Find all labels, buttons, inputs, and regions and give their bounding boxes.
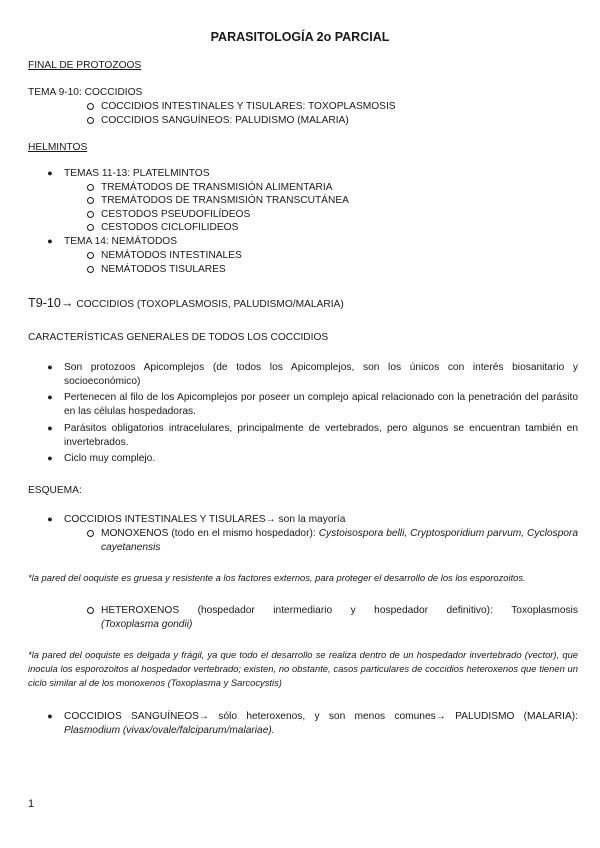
list-item: Ciclo muy complejo. (64, 453, 156, 464)
list-item: Son protozoos Apicomplejos (de todos los Apicomplejos, son los únicos con interés biosanitario y socioeconómico) (64, 362, 578, 387)
t9-10-subtitle: COCCIDIOS (TOXOPLASMOSIS, PALUDISMO/MALARIA) (73, 299, 344, 310)
hollow-bullet-icon (87, 252, 94, 259)
bullet-icon: ● (47, 236, 53, 246)
tema-9-10-heading: TEMA 9-10: COCCIDIOS (28, 87, 143, 98)
list-item: TEMA 14: NEMÁTODOS (64, 236, 178, 247)
bullet-icon: ● (47, 423, 53, 433)
arrow-icon: → (60, 296, 74, 310)
list-item: COCCIDIOS INTESTINALES Y TISULARES→ son la mayoría (64, 514, 346, 525)
t9-10-heading (28, 297, 344, 312)
t9-10-label: T9-10 (28, 296, 61, 310)
section-heading-final-protozoos: FINAL DE PROTOZOOS (28, 60, 142, 71)
hollow-bullet-icon (87, 607, 94, 614)
hollow-bullet-icon (87, 266, 94, 273)
sanguineos-species: Plasmodium (vivax/ovale/falciparum/malariae). (64, 724, 275, 736)
list-item: Pertenecen al filo de los Apicomplejos por poseer un complejo apical relacionado con la penetración del parásito en las células hospedadoras. (64, 392, 578, 417)
hollow-bullet-icon (87, 103, 94, 110)
sanguineos-label: COCCIDIOS SANGUÍNEOS→ sólo heteroxenos, y son menos comunes→ PALUDISMO (MALARIA): (64, 711, 578, 722)
bullet-icon: ● (47, 362, 53, 372)
section-heading-helmintos: HELMINTOS (28, 142, 88, 153)
sanguineos-item (64, 710, 578, 737)
bullet-icon: ● (47, 168, 53, 178)
list-item: COCCIDIOS INTESTINALES Y TISULARES: TOXOPLASMOSIS (101, 101, 396, 112)
hollow-bullet-icon (87, 184, 94, 191)
hollow-bullet-icon (87, 211, 94, 218)
list-item: CESTODOS PSEUDOFILÍDEOS (101, 209, 251, 220)
bullet-icon: ● (47, 514, 53, 524)
footnote-monoxenos: *la pared del ooquiste es gruesa y resistente a los factores externos, para proteger el desarrollo de los los esporozoitos. (28, 572, 526, 583)
list-item: TREMÁTODOS DE TRANSMISIÓN ALIMENTARIA (101, 182, 333, 193)
hollow-bullet-icon (87, 530, 94, 537)
page-number: 1 (28, 798, 35, 810)
footnote-heteroxenos: *la pared del ooquiste es delgada y frágil, ya que todo el desarrollo se realiza dentro de un hospedador invertebrado (vector), que inocula los esporozoitos al hospedador vertebrado; existen, no obstante, casos particulares de coccidios heteroxenos que tienen un ciclo similar al de los monoxenos (Toxoplasma y Sarcocystis) (28, 649, 578, 688)
page-title: PARASITOLOGÍA 2o PARCIAL (210, 30, 390, 44)
monoxenos-item (101, 527, 578, 554)
bullet-icon: ● (47, 711, 53, 721)
list-item: Parásitos obligatorios intracelulares, principalmente de vertebrados, pero algunos se encuentran también en invertebrados. (64, 423, 578, 448)
bullet-icon: ● (47, 392, 53, 402)
monoxenos-species: Cystoisospora belli, Cryptosporidium parvum, Cyclospora cayetanensis (101, 528, 578, 553)
hollow-bullet-icon (87, 197, 94, 204)
list-item: TEMAS 11-13: PLATELMINTOS (64, 168, 210, 179)
list-item: TREMÁTODOS DE TRANSMISIÓN TRANSCUTÁNEA (101, 195, 349, 206)
bullet-icon: ● (47, 453, 53, 463)
heteroxenos-item: HETEROXENOS (hospedador intermediario y hospedador definitivo): Toxoplasmosis (101, 605, 578, 616)
list-item: COCCIDIOS SANGUÍNEOS: PALUDISMO (MALARIA) (101, 115, 349, 126)
heteroxenos-species: (Toxoplasma gondii) (101, 619, 193, 630)
monoxenos-label: MONOXENOS (todo en el mismo hospedador): (101, 528, 319, 539)
list-item: CESTODOS CICLOFILIDEOS (101, 222, 239, 233)
list-item: NEMÁTODOS INTESTINALES (101, 250, 242, 261)
list-item: NEMÁTODOS TISULARES (101, 264, 226, 275)
caracteristicas-heading: CARACTERÍSTICAS GENERALES DE TODOS LOS COCCIDIOS (28, 332, 329, 343)
hollow-bullet-icon (87, 224, 94, 231)
hollow-bullet-icon (87, 117, 94, 124)
esquema-heading: ESQUEMA: (28, 485, 82, 496)
